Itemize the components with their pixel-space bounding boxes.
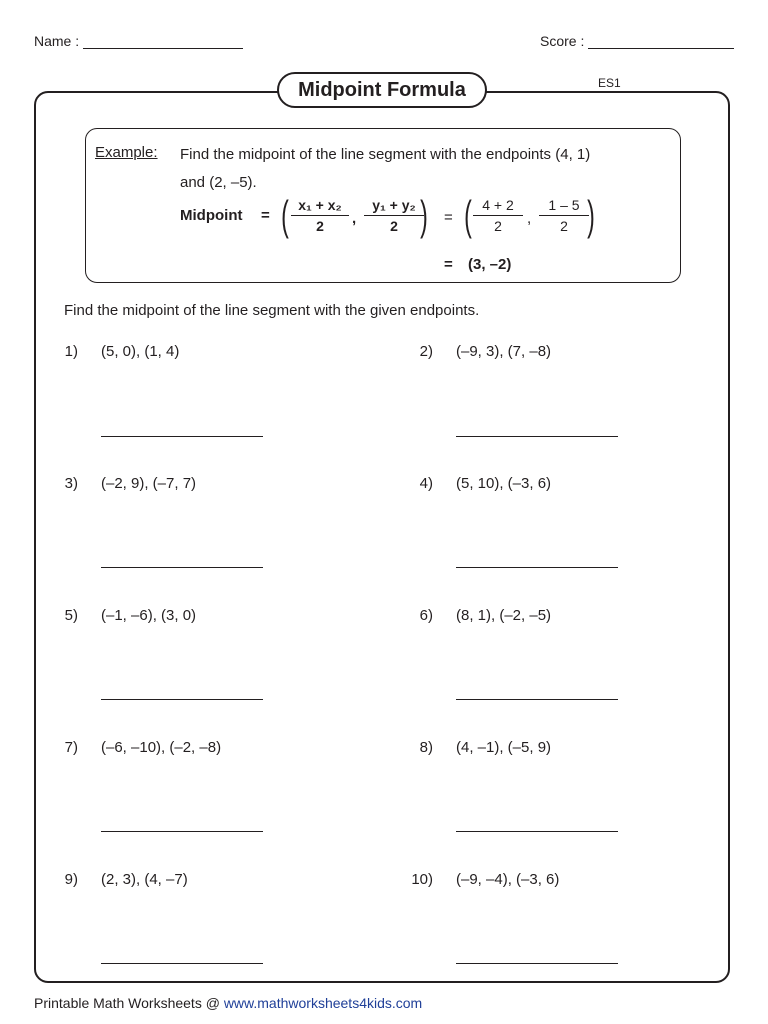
problem-endpoints: (–6, –10), (–2, –8) (101, 739, 222, 756)
problem-endpoints: (4, –1), (–5, 9) (456, 739, 552, 756)
problem-number: 4) (419, 475, 433, 492)
problem-number: 3) (64, 475, 78, 492)
instructions: Find the midpoint of the line segment with the given endpoints. (64, 302, 480, 319)
name-label: Name : (34, 33, 80, 49)
problem-endpoints: (–1, –6), (3, 0) (101, 607, 197, 624)
footer (34, 995, 422, 1011)
formula-y-numerator: y₁ + y₂ (372, 197, 416, 213)
score-field[interactable] (540, 33, 734, 49)
problem-number: 8) (419, 739, 433, 756)
substituted-comma: , (527, 210, 532, 227)
fraction-bar (291, 215, 349, 216)
midpoint-label: Midpoint (180, 207, 243, 224)
problem-number: 2) (419, 343, 433, 360)
answer-line[interactable] (456, 963, 618, 964)
formula-y-denominator: 2 (390, 218, 398, 234)
left-paren-substituted: ( (464, 192, 472, 239)
answer-line[interactable] (101, 567, 263, 568)
formula-x-numerator: x₁ + x₂ (298, 197, 342, 213)
answer-line[interactable] (456, 831, 618, 832)
problem-number: 6) (419, 607, 433, 624)
problem-endpoints: (8, 1), (–2, –5) (456, 607, 552, 624)
example-text-line2: and (2, –5). (180, 174, 257, 191)
formula-comma: , (352, 210, 357, 227)
answer-line[interactable] (101, 963, 263, 964)
answer-line[interactable] (456, 436, 618, 437)
substituted-fraction-y (539, 197, 589, 234)
substitute-equals: = (444, 209, 453, 226)
problem-endpoints: (5, 0), (1, 4) (101, 343, 180, 360)
footer-prefix: Printable Math Worksheets @ (34, 995, 224, 1011)
problem-endpoints: (–9, 3), (7, –8) (456, 343, 552, 360)
answer-line[interactable] (456, 567, 618, 568)
fraction-bar (364, 215, 424, 216)
footer-site-link[interactable]: www.mathworksheets4kids.com (223, 995, 423, 1011)
problem-endpoints: (–9, –4), (–3, 6) (456, 871, 560, 888)
result-equals: = (444, 256, 453, 273)
answer-line[interactable] (101, 831, 263, 832)
problem-number: 7) (64, 739, 78, 756)
formula-fraction-y (364, 197, 424, 234)
problem-number: 1) (64, 343, 78, 360)
name-field[interactable] (34, 33, 243, 49)
answer-line[interactable] (101, 699, 263, 700)
right-paren-formula: ) (420, 192, 428, 239)
problem-number: 5) (64, 607, 78, 624)
score-line[interactable] (588, 34, 734, 49)
score-label: Score : (540, 33, 585, 49)
problem-endpoints: (–2, 9), (–7, 7) (101, 475, 197, 492)
substituted-y-denominator: 2 (560, 218, 568, 234)
problem-number: 9) (64, 871, 78, 888)
example-result: (3, –2) (468, 256, 512, 273)
formula-x-denominator: 2 (316, 218, 324, 234)
example-label: Example: (95, 144, 158, 161)
example-text-line1: Find the midpoint of the line segment with the endpoints (4, 1) (180, 146, 591, 163)
answer-line[interactable] (456, 699, 618, 700)
fraction-bar (539, 215, 589, 216)
left-paren-formula: ( (281, 192, 289, 239)
substituted-x-numerator: 4 + 2 (482, 197, 514, 213)
name-line[interactable] (83, 34, 243, 49)
fraction-bar (473, 215, 523, 216)
worksheet-title: Midpoint Formula (277, 72, 487, 108)
worksheet-code: ES1 (598, 76, 621, 90)
substituted-x-denominator: 2 (494, 218, 502, 234)
substituted-y-numerator: 1 – 5 (548, 197, 580, 213)
answer-line[interactable] (101, 436, 263, 437)
problem-endpoints: (2, 3), (4, –7) (101, 871, 188, 888)
midpoint-equals: = (261, 207, 270, 224)
problem-endpoints: (5, 10), (–3, 6) (456, 475, 552, 492)
right-paren-substituted: ) (587, 192, 595, 239)
problem-number: 10) (411, 871, 433, 888)
formula-fraction-x (291, 197, 349, 234)
substituted-fraction-x (473, 197, 523, 234)
